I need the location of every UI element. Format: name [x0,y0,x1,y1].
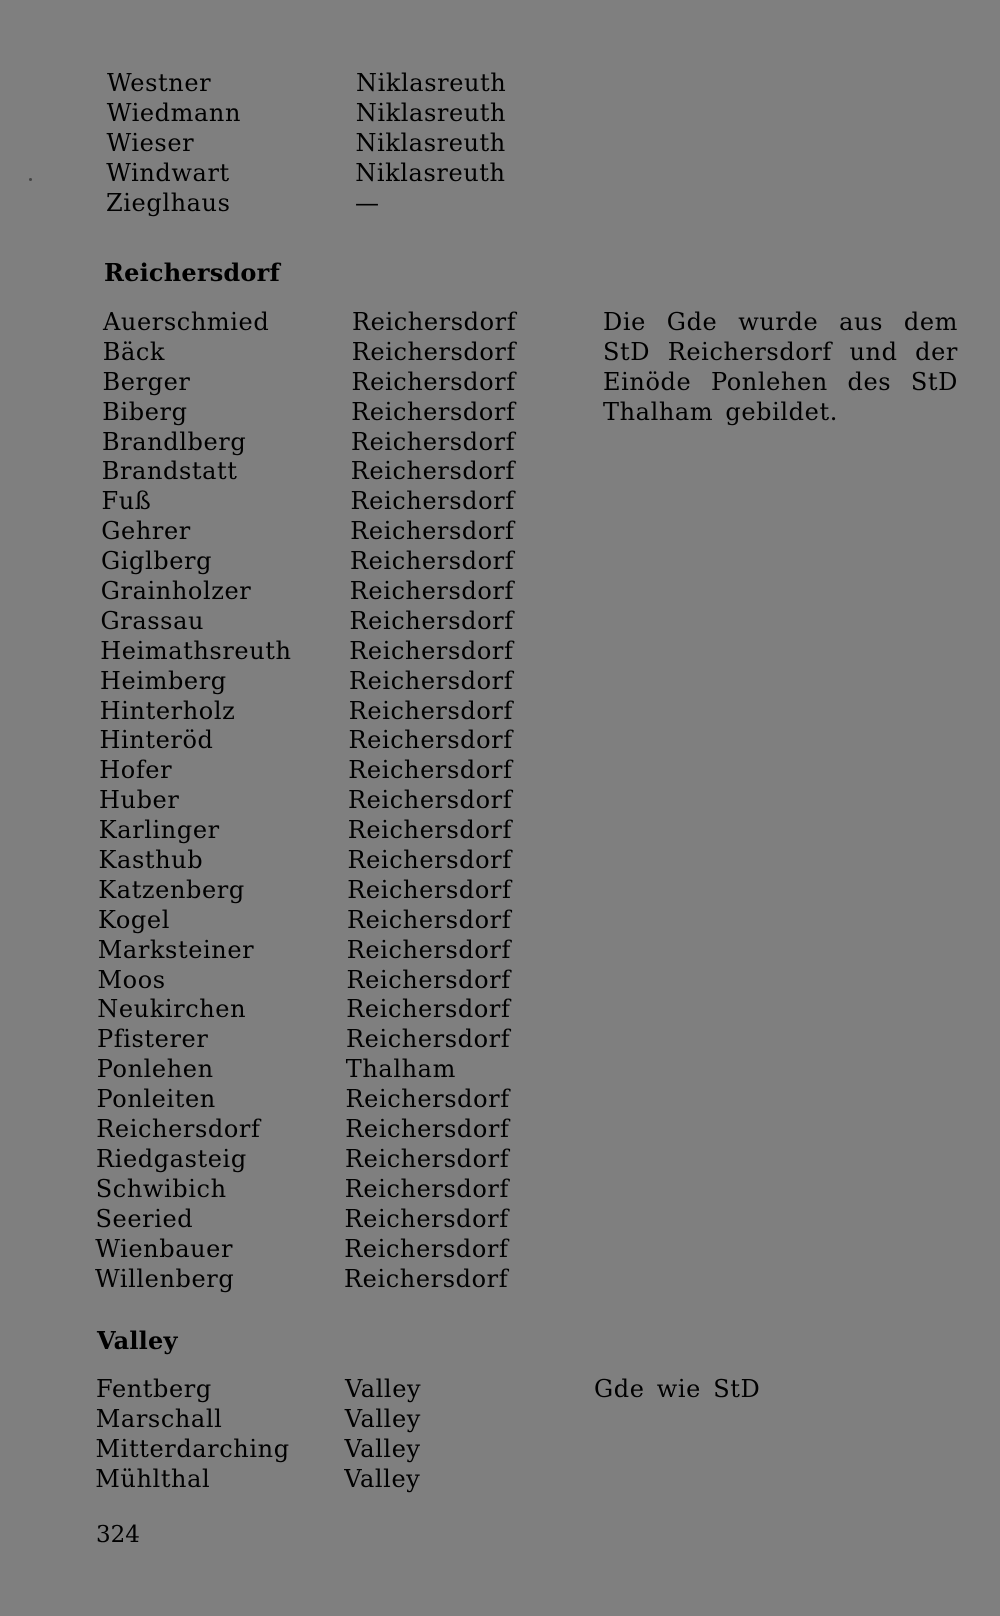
entry-row [0,1174,1000,1204]
entry-name: Seeried [95,1204,194,1233]
entry-place: Niklasreuth [355,158,506,187]
entry-place: Reichersdorf [349,606,514,635]
entry-row [0,1084,1000,1114]
entry-place: Reichersdorf [345,1115,510,1144]
entry-name: Wieser [106,128,195,157]
section-heading-valley: Valley [97,1326,178,1355]
entry-list [0,68,1000,217]
entry-name: Riedgasteig [96,1144,247,1173]
entry-place: Thalham [345,1055,456,1084]
entry-place: Reichersdorf [348,696,513,725]
entry-row [0,516,1000,546]
entry-name: Brandlberg [102,427,247,456]
entry-place: Reichersdorf [346,935,511,964]
entry-name: Reichersdorf [96,1115,261,1144]
entry-row [0,1404,1000,1434]
entry-place: Reichersdorf [349,577,514,606]
entry-name: Moos [97,965,166,994]
entry-name: Berger [102,367,191,396]
entry-name: Ponlehen [96,1055,214,1084]
entry-name: Karlinger [98,816,220,845]
entry-name: Schwibich [95,1174,227,1203]
entry-place: Reichersdorf [347,846,512,875]
entry-place: Reichersdorf [352,308,517,336]
entry-name: Hofer [99,756,173,785]
entry-name: Windwart [106,158,230,187]
entry-place: Reichersdorf [349,636,514,665]
entry-place: Reichersdorf [351,337,516,366]
entry-name: Hinterholz [99,696,236,725]
entry-name: Mitterdarching [95,1434,290,1463]
entry-row [0,486,1000,516]
entry-place: Reichersdorf [345,1085,510,1114]
entry-row [0,965,1000,995]
entry-row [0,755,1000,785]
entry-place: Reichersdorf [348,756,513,785]
entry-row [0,815,1000,845]
entry-name: Grassau [100,606,205,635]
entry-row [0,845,1000,875]
entry-name: Wienbauer [95,1234,234,1263]
entry-name: Grainholzer [100,577,252,606]
entry-place: Reichersdorf [348,726,513,755]
entry-place: Reichersdorf [351,427,516,456]
entry-place: Reichersdorf [350,487,515,516]
entry-name: Heimathsreuth [100,636,292,665]
entry-row [0,935,1000,965]
entry-list [0,307,1000,1293]
entry-place: — [355,188,380,217]
entry-place: Reichersdorf [350,547,515,576]
entry-place: Reichersdorf [348,786,513,815]
entry-place: Reichersdorf [346,965,511,994]
entry-name: Katzenberg [98,875,245,904]
entry-row [0,158,1000,188]
entry-place: Reichersdorf [347,816,512,845]
entry-place: Reichersdorf [347,905,512,934]
entry-row [0,1144,1000,1174]
section-continued [0,68,1000,217]
entry-row [0,725,1000,755]
entry-row [0,1464,1000,1494]
entry-row [0,456,1000,486]
entry-place: Reichersdorf [351,397,516,426]
entry-row [0,994,1000,1024]
entry-row [0,1264,1000,1294]
entry-row [0,98,1000,128]
entry-name: Neukirchen [97,995,247,1024]
entry-row [0,1114,1000,1144]
entry-row [0,68,1000,98]
entry-place: Valley [344,1464,421,1493]
entry-name: Giglberg [101,547,213,576]
entry-name: Ponleiten [96,1085,216,1114]
entry-row [0,696,1000,726]
entry-name: Wiedmann [106,98,242,127]
entry-name: Fuß [101,487,152,516]
section-note-valley: Gde wie StD [594,1375,761,1403]
entry-place: Reichersdorf [344,1264,509,1293]
entry-place: Reichersdorf [346,995,511,1024]
entry-row [0,1204,1000,1234]
entry-place: Niklasreuth [355,98,507,127]
entry-place: Niklasreuth [356,69,507,97]
entry-place: Reichersdorf [350,517,515,546]
entry-row [0,546,1000,576]
entry-place: Reichersdorf [349,666,514,695]
entry-row [0,1054,1000,1084]
entry-row [0,1434,1000,1464]
entry-name: Marschall [95,1404,223,1433]
entry-row [0,188,1000,218]
entry-name: Hinteröd [99,726,214,755]
entry-name: Heimberg [100,666,227,695]
entry-row [0,1024,1000,1054]
entry-name: Gehrer [101,517,191,546]
entry-name: Kasthub [98,846,204,875]
entry-row [0,1234,1000,1264]
entry-name: Brandstatt [101,457,238,486]
entry-row [0,666,1000,696]
entry-place: Reichersdorf [350,457,515,486]
entry-name: Bäck [102,337,166,366]
entry-name: Mühlthal [95,1464,211,1493]
entry-row [0,636,1000,666]
page-number: 324 [96,1522,140,1548]
entry-place: Reichersdorf [351,367,516,396]
entry-row [0,576,1000,606]
entry-row [0,875,1000,905]
entry-place: Valley [344,1434,421,1463]
entry-name: Willenberg [95,1264,235,1293]
entry-name: Auerschmied [103,308,270,336]
entry-name: Westner [107,69,212,97]
entry-place: Reichersdorf [346,1025,511,1054]
entry-place: Reichersdorf [344,1234,509,1263]
entry-place: Niklasreuth [355,128,506,157]
entry-name: Marksteiner [97,935,255,964]
entry-place: Reichersdorf [344,1174,509,1203]
entry-place: Valley [344,1404,421,1433]
entry-place: Reichersdorf [344,1204,509,1233]
entry-name: Fentberg [96,1375,212,1403]
entry-name: Zieglhaus [106,188,231,217]
entry-place: Valley [345,1375,422,1403]
entry-row [0,785,1000,815]
entry-place: Reichersdorf [345,1144,510,1173]
entry-row [0,427,1000,457]
section-heading-reichersdorf: Reichersdorf [104,258,280,287]
entry-name: Huber [99,786,180,815]
section-reichersdorf [0,307,1000,1293]
section-note-reichersdorf: Die Gde wurde aus dem StD Reichersdorf und der Einöde Ponlehen des StD Thalham gebildet. [603,308,958,426]
entry-place: Reichersdorf [347,875,512,904]
entry-row [0,606,1000,636]
entry-name: Biberg [102,397,188,426]
entry-row [0,905,1000,935]
entry-row [0,128,1000,158]
entry-name: Pfisterer [97,1025,209,1054]
entry-name: Kogel [98,905,170,934]
